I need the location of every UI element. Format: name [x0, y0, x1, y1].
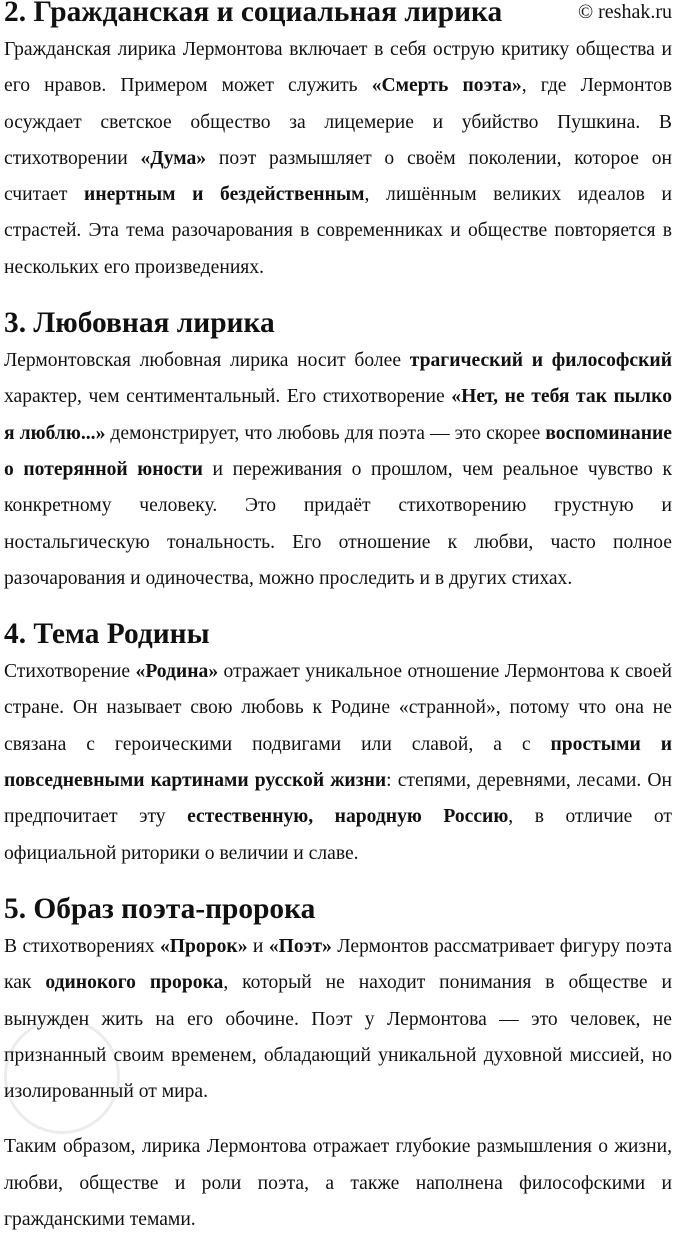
paragraph — [4, 32, 672, 286]
text-segment: 3. Любовная лирика — [4, 307, 275, 340]
text-segment: 5. Образ поэта-пророка — [4, 892, 316, 925]
bold-text: «Родина» — [135, 661, 219, 683]
section-heading — [4, 0, 672, 30]
paragraph — [4, 343, 672, 597]
bold-text: одинокого пророка — [45, 972, 224, 994]
text-segment: Лермонтов рассматривает фигуру поэта как — [4, 935, 672, 994]
bold-text: инертным и бездейственным — [84, 184, 365, 206]
text-segment: , где Лермонтов осуждает светское общество за лицемерие и убийство Пушкина. В стихотворении — [4, 75, 673, 169]
section-heading — [4, 891, 672, 927]
bold-text: «Нет, не тебя так пылко я люблю...» — [4, 386, 673, 444]
paragraph — [4, 929, 672, 1110]
bold-text: «Дума» — [140, 147, 207, 169]
bold-text: простыми и повседневными картинами русской жизни — [4, 733, 672, 792]
bold-text: «Поэт» — [268, 935, 332, 957]
text-segment: характер, чем сентиментальный. Его стихотворение — [4, 386, 452, 408]
text-segment: , в отличие от официальной риторики о величии и славе. — [4, 806, 672, 864]
text-segment: 4. Тема Родины — [4, 618, 210, 651]
text-segment: Лермонтовская любовная лирика носит более — [4, 350, 410, 372]
paragraph — [4, 654, 672, 872]
section-heading — [4, 305, 672, 341]
text-segment: Таким образом, лирика Лермонтова отражает глубокие размышления о жизни, любви, обществе и роли поэта, а также наполнена философскими и гражданскими темами. — [4, 1136, 672, 1231]
bold-text: «Смерть поэта» — [371, 75, 522, 97]
text-segment: , лишённым великих идеалов и страстей. Эта тема разочарования в современниках и обществе повторяется в нескольких его произведениях. — [4, 184, 672, 278]
bold-text: трагический и философский — [409, 350, 672, 372]
text-segment: и — [247, 935, 269, 957]
paragraph — [4, 1129, 672, 1238]
text-segment: поэт размышляет о своём поколении, которое он считает — [4, 147, 672, 206]
text-segment: 2. Гражданская и социальная лирика — [4, 0, 503, 28]
copyright-label: © reshak.ru — [577, 1, 672, 23]
text-segment: , который не находит понимания в обществе и вынужден жить на его обочине. Поэт у Лермонтова — это человек, не признанный своим временем, обладающий уникальной духовной миссией, но изолированный от мира. — [4, 972, 673, 1103]
section-heading — [4, 616, 672, 652]
bold-text: воспоминание о потерянной юности — [4, 422, 672, 480]
text-segment: Гражданская лирика Лермонтова включает в себя острую критику общества и его нравов. Примером может служить — [4, 39, 672, 97]
document-body — [4, 0, 672, 1257]
text-segment: отражает уникальное отношение Лермонтова к своей стране. Он называет свою любовь к Родине «странной», потому что она не связана с героическими подвигами или славой, а с — [4, 661, 672, 755]
text-segment: и переживания о прошлом, чем реальное чувство к конкретному человеку. Это придаёт стихотворению грустную и ностальгическую тональность. Его отношение к любви, часто полное разочарования и одиночества, можно проследить и в других стихах. — [4, 458, 672, 589]
text-segment: демонстрирует, что любовь для поэта — это скорее — [105, 422, 546, 444]
text-segment: Стихотворение — [4, 661, 136, 683]
text-segment: В стихотворениях — [4, 935, 160, 957]
bold-text: естественную, народную Россию — [187, 806, 509, 828]
bold-text: «Пророк» — [159, 935, 248, 957]
text-segment: : степями, деревнями, лесами. Он предпочитает эту — [4, 770, 672, 828]
